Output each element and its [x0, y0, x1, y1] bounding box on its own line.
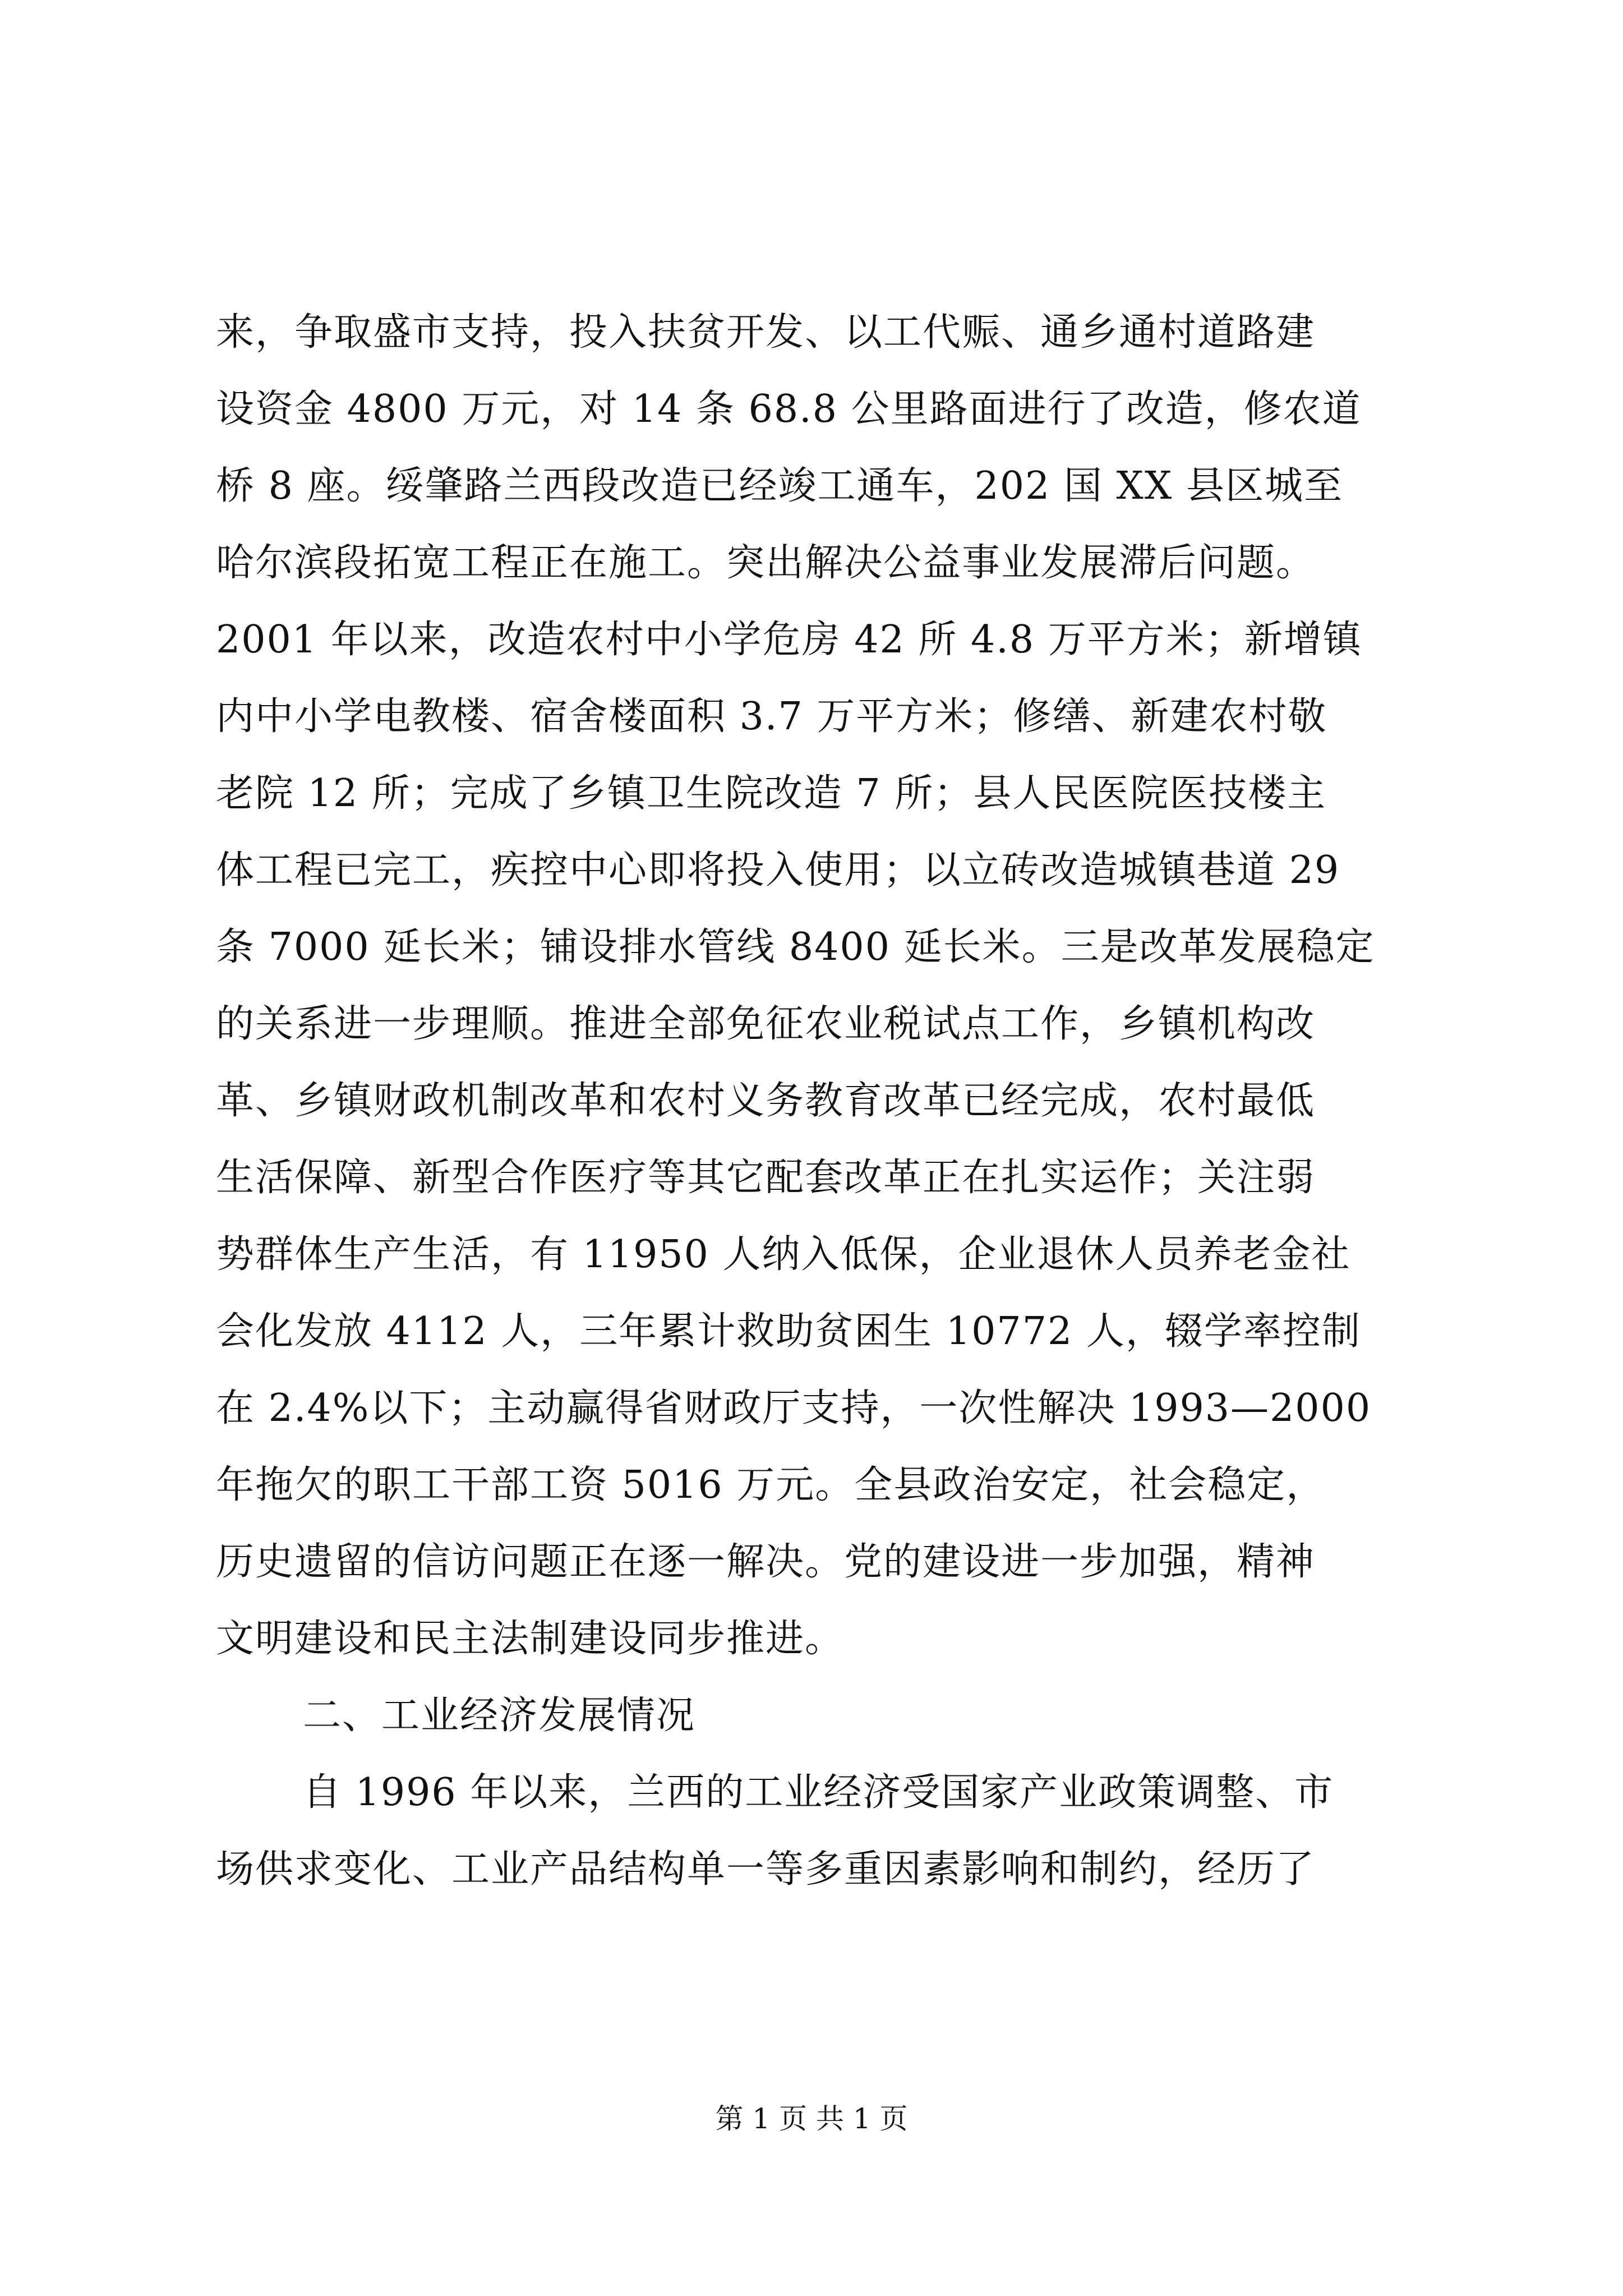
body-text-line: 设资金 4800 万元，对 14 条 68.8 公里路面进行了改造，修农道: [216, 387, 1362, 431]
body-text-line: 年拖欠的职工干部工资 5016 万元。全县政治安定，社会稳定，: [216, 1463, 1326, 1507]
body-text-line: 的关系进一步理顺。推进全部免征农业税试点工作，乡镇机构改: [216, 1002, 1316, 1046]
page-footer: 第 1 页 共 1 页: [715, 2102, 908, 2135]
body-text-line: 老院 12 所；完成了乡镇卫生院改造 7 所；县人民医院医技楼主: [216, 771, 1327, 816]
body-text-line: 势群体生产生活，有 11950 人纳入低保，企业退休人员养老金社: [216, 1232, 1351, 1277]
paragraph-first-line: 自 1996 年以来，兰西的工业经济受国家产业政策调整、市: [303, 1770, 1334, 1815]
body-text-line: 在 2.4%以下；主动赢得省财政厅支持，一次性解决 1993—2000: [216, 1386, 1372, 1430]
body-text-line: 哈尔滨段拓宽工程正在施工。突出解决公益事业发展滞后问题。: [216, 541, 1316, 585]
body-text-line: 2001 年以来，改造农村中小学危房 42 所 4.8 万平方米；新增镇: [216, 618, 1362, 662]
body-text-line: 来，争取盛市支持，投入扶贫开发、以工代赈、通乡通村道路建: [216, 310, 1316, 355]
body-text-line: 体工程已完工，疾控中心即将投入使用；以立砖改造城镇巷道 29: [216, 848, 1340, 892]
body-text-line: 场供求变化、工业产品结构单一等多重因素影响和制约，经历了: [216, 1847, 1316, 1892]
body-text-line: 桥 8 座。绥肇路兰西段改造已经竣工通车，202 国 XX 县区城至: [216, 464, 1343, 508]
section-heading: 二、工业经济发展情况: [303, 1694, 696, 1738]
body-text-line: 会化发放 4112 人，三年累计救助贫困生 10772 人，辍学率控制: [216, 1309, 1361, 1354]
body-text-line: 历史遗留的信访问题正在逐一解决。党的建设进一步加强，精神: [216, 1540, 1316, 1584]
body-text-line: 条 7000 延长米；铺设排水管线 8400 延长米。三是改革发展稳定: [216, 925, 1375, 969]
body-text-line: 生活保障、新型合作医疗等其它配套改革正在扎实运作；关注弱: [216, 1156, 1316, 1200]
body-text-line: 革、乡镇财政机制改革和农村义务教育改革已经完成，农村最低: [216, 1079, 1316, 1123]
body-text-line: 文明建设和民主法制建设同步推进。: [216, 1617, 845, 1661]
body-text-line: 内中小学电教楼、宿舍楼面积 3.7 万平方米；修缮、新建农村敬: [216, 694, 1327, 739]
